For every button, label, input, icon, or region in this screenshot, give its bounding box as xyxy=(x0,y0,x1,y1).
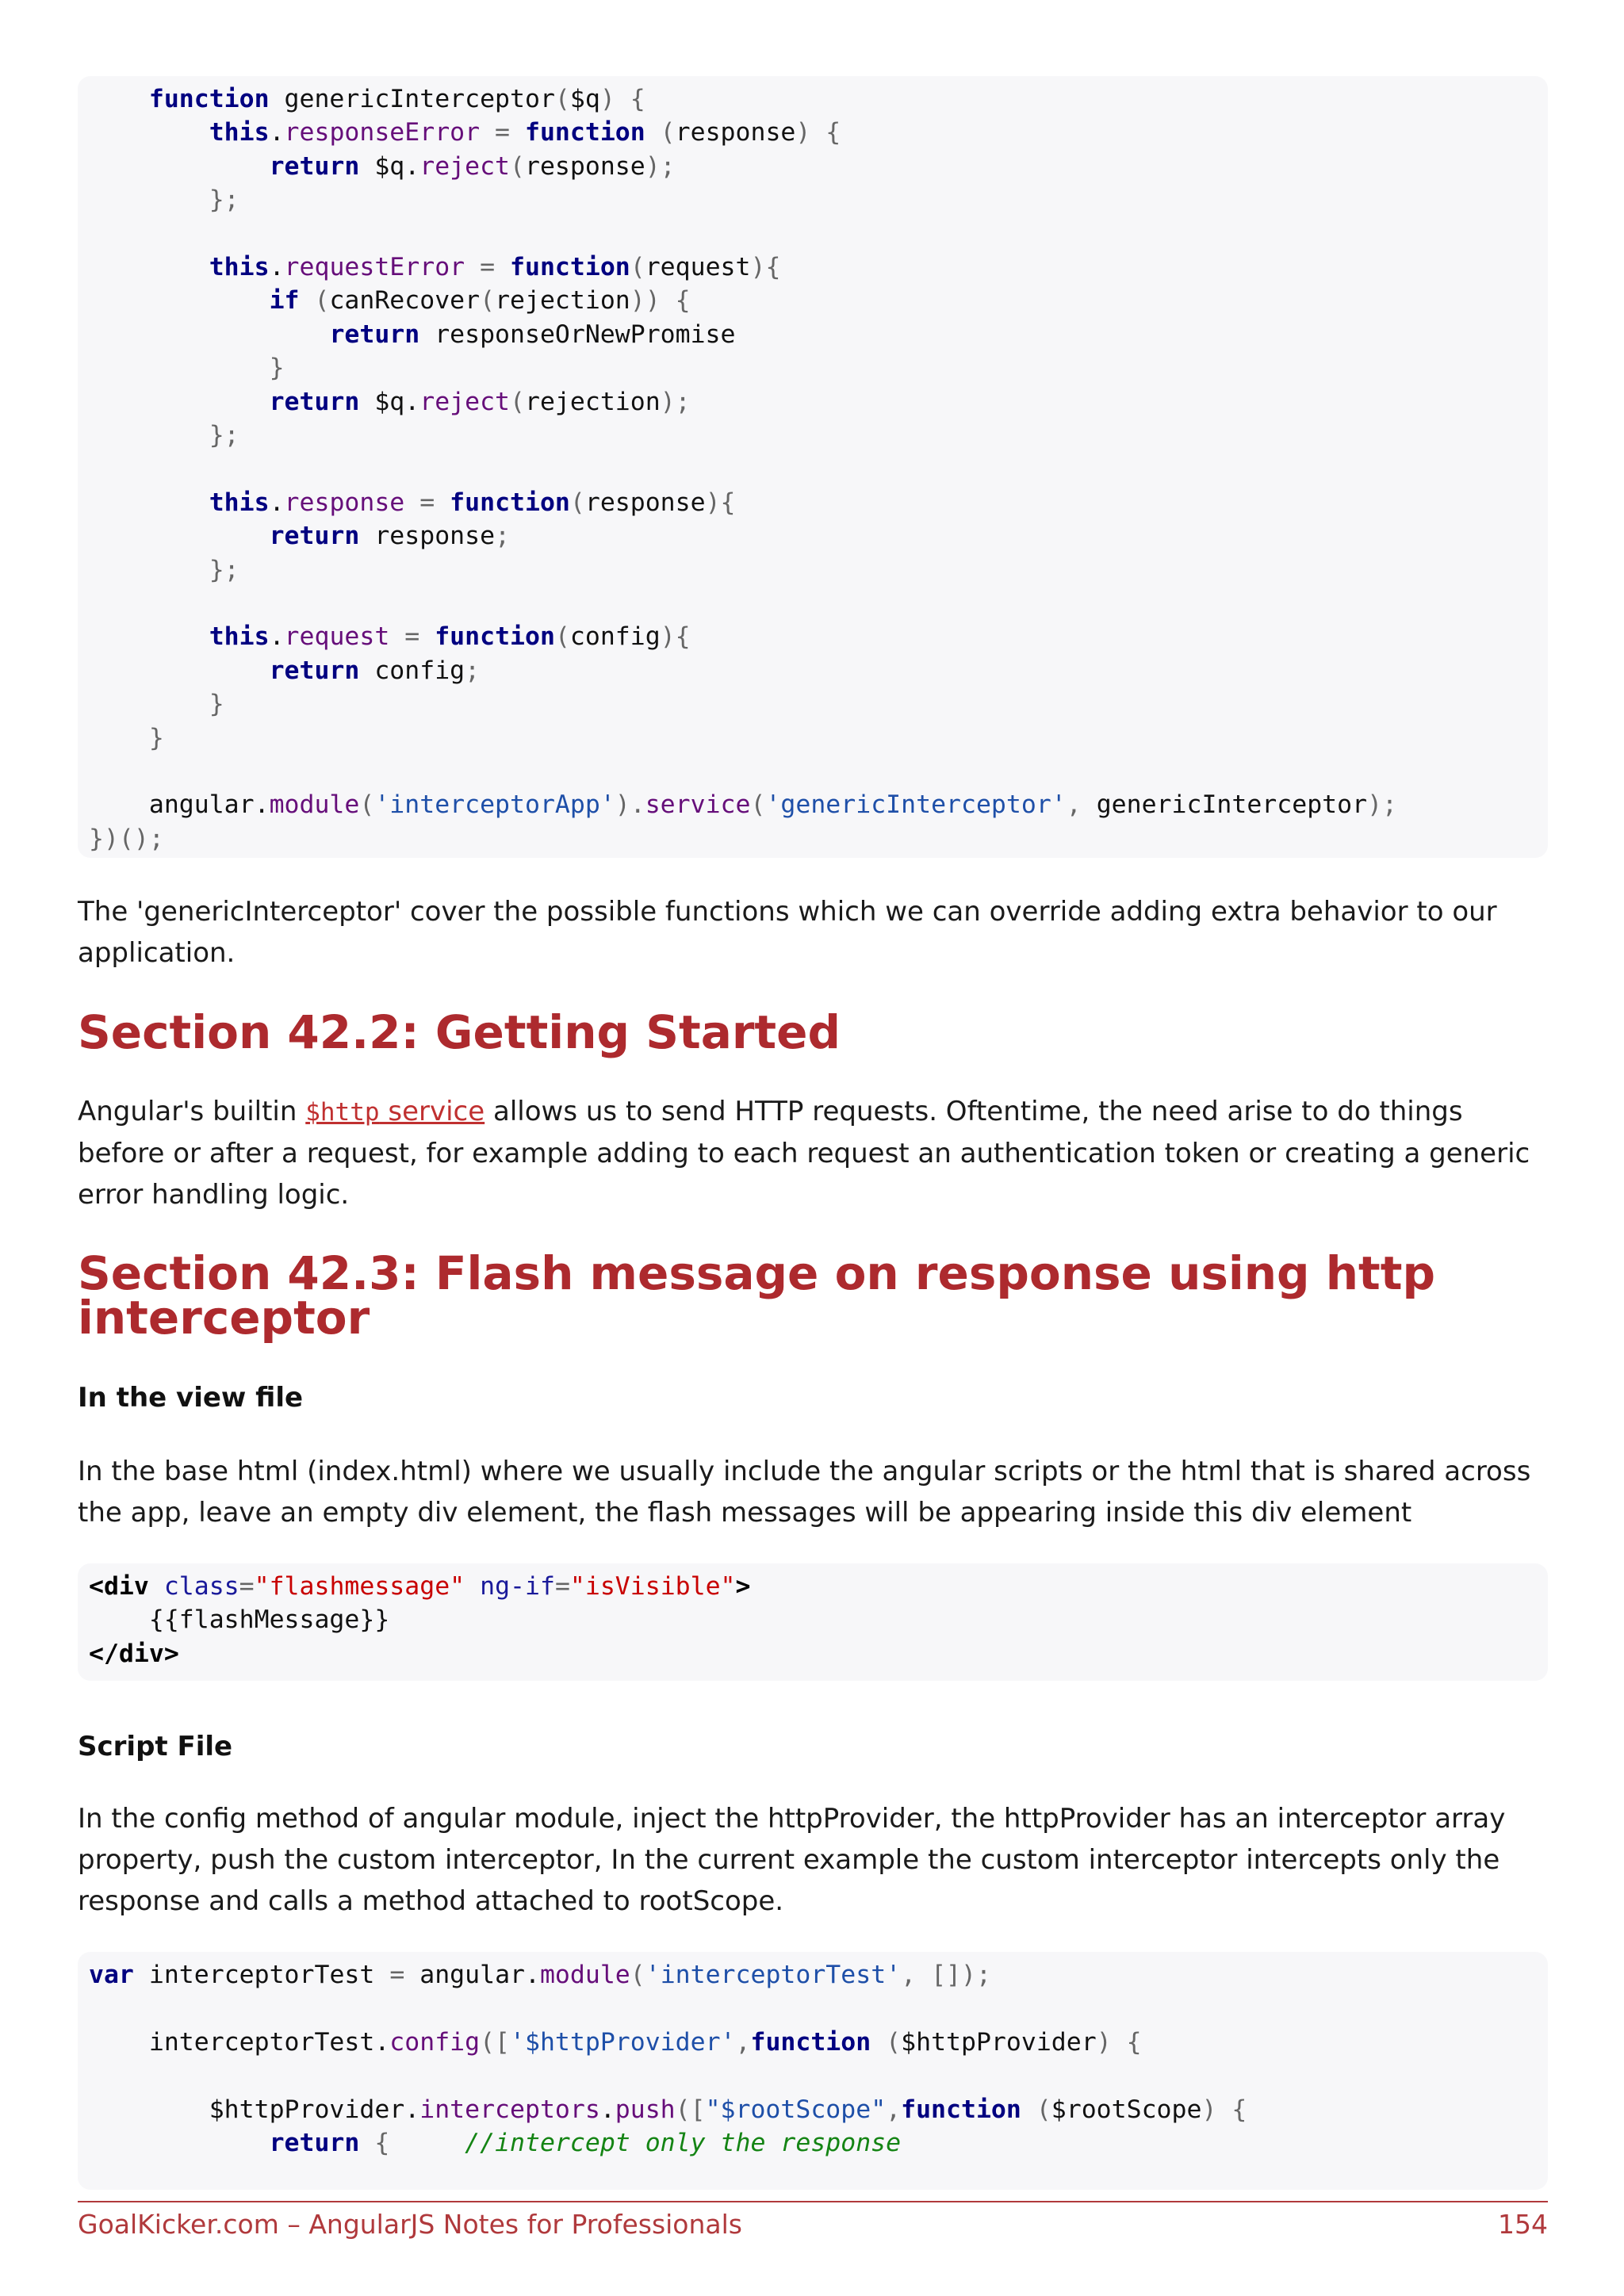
code-token xyxy=(89,656,270,685)
code-line xyxy=(89,788,1397,821)
code-token: this xyxy=(209,253,270,281)
subheading-view-file: In the view file xyxy=(78,1382,304,1414)
code-token: push xyxy=(615,2095,676,2124)
code-token: . xyxy=(269,253,285,281)
code-line xyxy=(89,284,691,317)
footer-title: GoalKicker.com – AngularJS Notes for Professionals xyxy=(78,2209,742,2240)
code-token: $httpProvider xyxy=(901,2027,1097,2057)
code-token xyxy=(89,488,209,517)
code-token: > xyxy=(735,1572,751,1601)
paragraph-text-before: Angular's builtin xyxy=(78,1096,306,1127)
code-line xyxy=(89,2093,1247,2126)
code-token: module xyxy=(539,1961,630,1989)
code-token xyxy=(89,354,270,382)
code-token: module xyxy=(269,790,360,820)
code-token: ) { xyxy=(795,118,841,147)
code-token: $httpProvider. xyxy=(89,2095,420,2124)
code-token xyxy=(89,253,209,281)
code-token: "isVisible" xyxy=(569,1572,736,1601)
code-token: config xyxy=(359,656,465,685)
code-token: ( xyxy=(630,1961,645,1989)
code-token: "$rootScope" xyxy=(705,2095,887,2124)
code-token: reject xyxy=(419,387,511,416)
code-token: '$httpProvider' xyxy=(510,2027,736,2057)
code-token: , xyxy=(886,2095,902,2124)
code-token xyxy=(389,2129,465,2157)
code-token: reject xyxy=(419,151,511,181)
code-token xyxy=(89,622,209,651)
code-token: request xyxy=(284,622,390,652)
code-token: genericInterceptor xyxy=(1096,790,1368,820)
code-token: ){ xyxy=(660,622,691,652)
code-token: . xyxy=(269,118,285,147)
code-line xyxy=(89,82,645,116)
code-token: , []); xyxy=(901,1961,991,1989)
code-token: service xyxy=(645,790,751,820)
section-title-flash-message: Section 42.3: Flash message on response using http interceptor xyxy=(78,1246,1436,1345)
code-token: 'interceptorTest' xyxy=(645,1961,902,1989)
http-service-link[interactable] xyxy=(305,1096,485,1127)
code-token: 'interceptorApp' xyxy=(374,790,615,820)
code-token: return xyxy=(269,387,360,416)
code-line xyxy=(89,116,841,149)
code-line xyxy=(89,1570,751,1603)
code-token: ng-if xyxy=(480,1572,555,1601)
code-line xyxy=(89,519,510,553)
code-token: $q. xyxy=(359,387,420,416)
code-token: ) { xyxy=(1201,2095,1247,2124)
code-token: {{flashMessage}} xyxy=(89,1605,390,1635)
http-link-text: service xyxy=(379,1096,485,1127)
code-token: }; xyxy=(209,421,239,450)
code-token: ; xyxy=(495,522,511,551)
code-line xyxy=(89,150,676,183)
code-token: . xyxy=(269,488,285,517)
code-token: return xyxy=(269,522,360,551)
code-token: response xyxy=(284,488,405,517)
code-token: var xyxy=(89,1961,134,1989)
code-token: = xyxy=(554,1572,570,1601)
code-token: ( xyxy=(480,286,496,316)
code-line xyxy=(89,687,224,721)
code-token: ); xyxy=(1367,790,1397,820)
code-token xyxy=(89,85,149,113)
code-token: this xyxy=(209,488,270,517)
code-token xyxy=(89,320,329,349)
code-token: )) { xyxy=(630,286,691,316)
paragraph-view-file: In the base html (index.html) where we usually include the angular scripts or the html that is shared across the app, leave an empty div element, the flash messages will be appearing inside this div element xyxy=(78,1456,1531,1529)
code-token: interceptors xyxy=(419,2095,600,2124)
code-token: return xyxy=(269,151,360,181)
code-token: interceptorTest xyxy=(133,1961,390,1989)
code-token: ; xyxy=(465,656,481,685)
code-line xyxy=(89,251,780,284)
code-line xyxy=(89,385,691,419)
code-token xyxy=(89,690,209,718)
code-token: ) { xyxy=(1096,2027,1142,2057)
code-token: genericInterceptor xyxy=(269,85,555,113)
page-number: 154 xyxy=(1498,2209,1548,2240)
code-token xyxy=(149,1572,164,1601)
code-token: interceptorTest. xyxy=(89,2027,390,2057)
code-line xyxy=(89,486,736,519)
code-token: ( xyxy=(554,85,570,113)
footer-divider xyxy=(78,2201,1548,2202)
code-line xyxy=(89,183,239,216)
code-token xyxy=(89,2129,270,2157)
code-token: { xyxy=(359,2129,390,2157)
paragraph-getting-started xyxy=(78,1091,1553,1215)
code-token: = xyxy=(239,1572,255,1601)
code-token: function xyxy=(148,85,270,113)
code-token: ([ xyxy=(480,2027,511,2057)
code-line xyxy=(89,1958,991,1992)
code-token: . xyxy=(599,2095,615,2124)
code-token: ( xyxy=(871,2027,902,2057)
code-token: response xyxy=(525,151,645,181)
code-token: = xyxy=(465,253,511,281)
code-token xyxy=(89,556,209,584)
code-token: response xyxy=(584,488,706,517)
code-line xyxy=(89,2026,1142,2059)
code-token: if xyxy=(269,286,300,316)
code-token xyxy=(89,152,270,181)
code-token: config xyxy=(389,2027,481,2057)
code-token xyxy=(89,186,209,214)
code-token: ( xyxy=(569,488,585,517)
code-token: = xyxy=(389,1961,405,1989)
code-token: $q. xyxy=(359,151,420,181)
code-token: return xyxy=(269,2129,360,2157)
code-token: config xyxy=(569,622,661,652)
code-line xyxy=(89,318,736,351)
code-token: canRecover xyxy=(329,286,481,316)
code-token: angular. xyxy=(404,1961,540,1989)
code-token: this xyxy=(209,622,270,652)
code-token: request xyxy=(645,253,751,281)
code-token: ){ xyxy=(750,253,781,281)
code-token xyxy=(465,1572,480,1601)
code-token: ); xyxy=(660,387,691,416)
code-token: ( xyxy=(359,790,375,820)
code-line xyxy=(89,2126,901,2160)
code-token: ( xyxy=(645,118,676,147)
code-token: $rootScope xyxy=(1051,2095,1202,2124)
code-token xyxy=(89,388,270,416)
code-token: //intercept only the response xyxy=(465,2129,902,2157)
code-line xyxy=(89,822,164,855)
code-token: = xyxy=(389,622,435,652)
code-token: . xyxy=(269,622,285,652)
code-token: function xyxy=(450,488,570,517)
code-token: , xyxy=(1066,790,1097,820)
code-token: angular. xyxy=(89,790,270,820)
code-block-flash-div xyxy=(78,1563,1548,1681)
code-token: ( xyxy=(1021,2095,1051,2124)
code-token: function xyxy=(750,2027,871,2057)
code-token: class xyxy=(163,1572,239,1601)
code-token: }; xyxy=(209,186,239,215)
code-line xyxy=(89,351,285,385)
code-token: = xyxy=(404,488,450,517)
code-token: 'genericInterceptor' xyxy=(765,790,1067,820)
code-token: ). xyxy=(615,790,645,820)
code-line xyxy=(89,654,480,687)
code-token: })(); xyxy=(89,824,164,853)
code-token xyxy=(89,421,209,450)
code-token: ( xyxy=(510,151,525,181)
code-token xyxy=(89,286,270,315)
paragraph-generic-interceptor: The 'genericInterceptor' cover the possible functions which we can override adding extra behavior to our application. xyxy=(78,896,1497,969)
code-token: ( xyxy=(750,790,766,820)
code-token: function xyxy=(901,2095,1021,2124)
code-token: function xyxy=(525,118,645,147)
code-token: ( xyxy=(630,253,645,281)
code-block-interceptor-test xyxy=(78,1952,1548,2190)
code-token: rejection xyxy=(495,286,630,316)
code-token: ( xyxy=(299,286,330,316)
code-token: responseOrNewPromise xyxy=(419,320,736,349)
code-line xyxy=(89,419,239,452)
code-token: function xyxy=(435,622,555,652)
code-token: return xyxy=(329,320,420,349)
code-token: } xyxy=(209,690,224,719)
code-token: "flashmessage" xyxy=(254,1572,465,1601)
code-token: requestError xyxy=(284,253,465,281)
code-line xyxy=(89,620,691,653)
code-block-interceptor xyxy=(78,76,1548,858)
code-token: ); xyxy=(645,151,676,181)
code-token: return xyxy=(269,656,360,685)
section-title-getting-started: Section 42.2: Getting Started xyxy=(78,1005,841,1059)
code-token: rejection xyxy=(525,387,661,416)
code-token: ([ xyxy=(675,2095,706,2124)
paragraph-text-after: allows us to send HTTP requests. Oftentime, the need arise to do things before or after a request, for example adding to each request an authentication token or creating a generic error handling logic. xyxy=(78,1096,1530,1211)
code-token: $q xyxy=(569,85,600,113)
code-token: ){ xyxy=(705,488,736,517)
code-token xyxy=(89,724,149,752)
code-token xyxy=(89,118,209,147)
code-token: <div xyxy=(89,1572,149,1601)
code-token: response xyxy=(675,118,796,147)
code-token: responseError xyxy=(284,118,481,147)
subheading-script-file: Script File xyxy=(78,1731,233,1762)
code-line xyxy=(89,721,164,755)
code-line xyxy=(89,1637,179,1670)
code-line xyxy=(89,1603,389,1636)
code-token: </div> xyxy=(89,1639,179,1668)
code-token: ( xyxy=(554,622,570,652)
code-token: ( xyxy=(510,387,525,416)
code-token xyxy=(89,522,270,550)
code-token: }; xyxy=(209,555,239,584)
paragraph-script-file: In the config method of angular module, inject the httpProvider, the httpProvider has an interceptor array property, push the custom interceptor, In the current example the custom interceptor intercepts only the response and calls a method attached to rootScope. xyxy=(78,1803,1506,1917)
code-token: this xyxy=(209,118,270,147)
code-token: , xyxy=(735,2027,751,2057)
code-token: ) { xyxy=(599,85,645,113)
code-token: function xyxy=(510,253,630,281)
code-token: response xyxy=(359,522,496,551)
code-token: } xyxy=(148,723,164,752)
code-token: = xyxy=(480,118,525,147)
code-token: } xyxy=(269,354,285,383)
code-line xyxy=(89,553,239,587)
http-link-code: $http xyxy=(305,1098,380,1127)
